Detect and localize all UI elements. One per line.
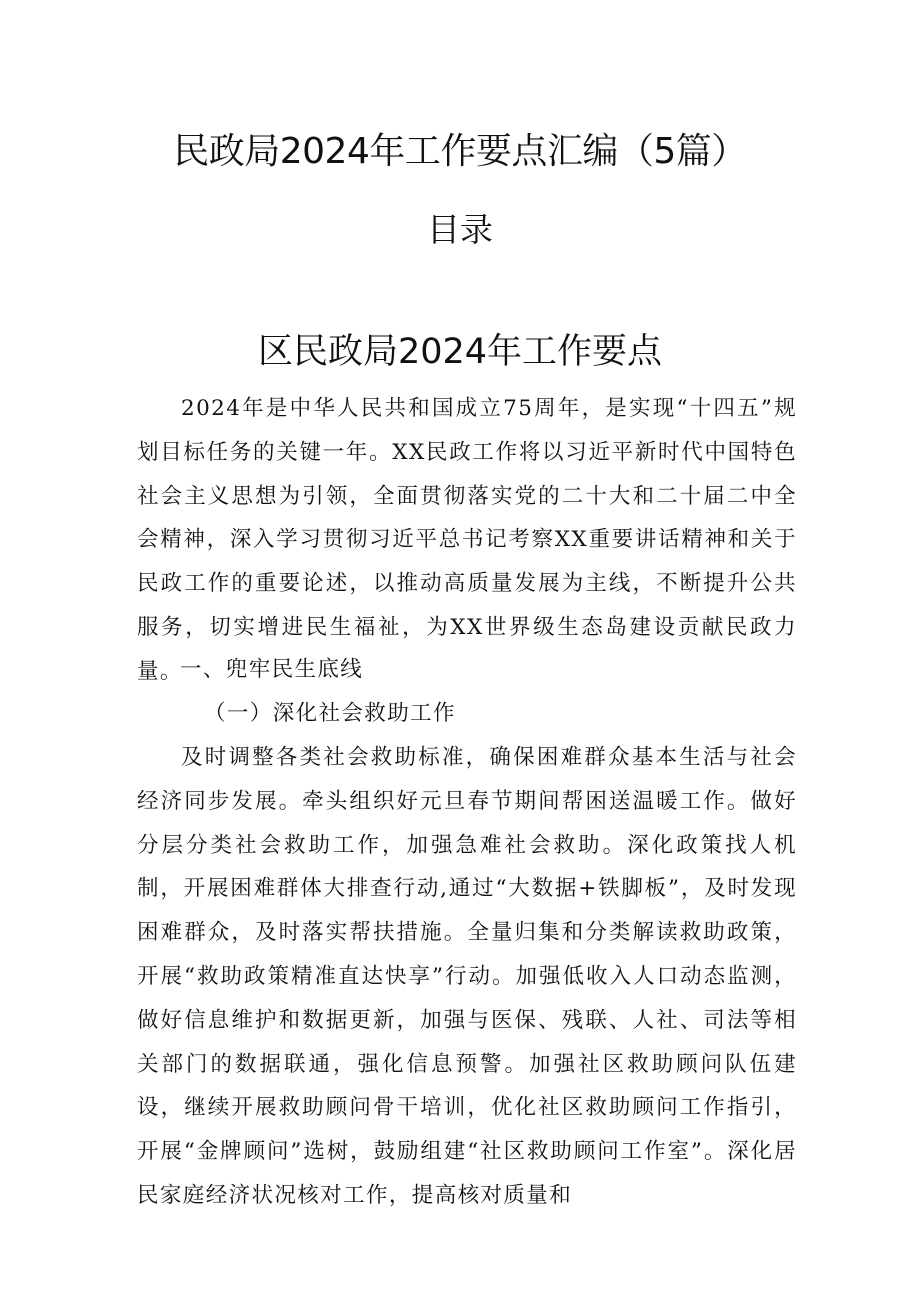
body-paragraph: 及时调整各类社会救助标准，确保困难群众基本生活与社会经济同步发展。牵头组织好元旦春节期间帮困送温暖工作。做好分层分类社会救助工作，加强急难社会救助。深化政策找人机制，开展困难群体大排查行动,通过“大数据+铁脚板”，及时发现困难群众，及时落实帮扶措施。全量归集和分类解读救助政策，开展“救助政策精准直达快享”行动。加强低收入人口动态监测，做好信息维护和数据更新，加强与医保、残联、人社、司法等相关部门的数据联通，强化信息预警。加强社区救助顾问队伍建设，继续开展救助顾问骨干培训，优化社区救助顾问工作指引，开展“金牌顾问”选树，鼓励组建“社区救助顾问工作室”。深化居民家庭经济状况核对工作，提高核对质量和 xyxy=(137,745,797,1208)
section-heading: 一、兜牢民生底线 xyxy=(180,657,364,682)
document-title: 民政局2024年工作要点汇编（5篇） xyxy=(173,131,747,172)
article-title: 区民政局2024年工作要点 xyxy=(257,332,663,372)
subsection-heading: （一）深化社会救助工作 xyxy=(204,701,456,726)
intro-paragraph: 2024年是中华人民共和国成立75周年，是实现“十四五”规划目标任务的关键一年。XX民政工作将以习近平新时代中国特色社会主义思想为引领，全面贯彻落实党的二十大和二十届二中全会精神，深入学习贯彻习近平总书记考察XX重要讲话精神和关于民政工作的重要论述，以推动高质量发展为主线，不断提升公共服务，切实增进民生福祉，为XX世界级生态岛建设贡献民政力量。 xyxy=(137,396,797,684)
toc-heading: 目录 xyxy=(427,210,493,249)
